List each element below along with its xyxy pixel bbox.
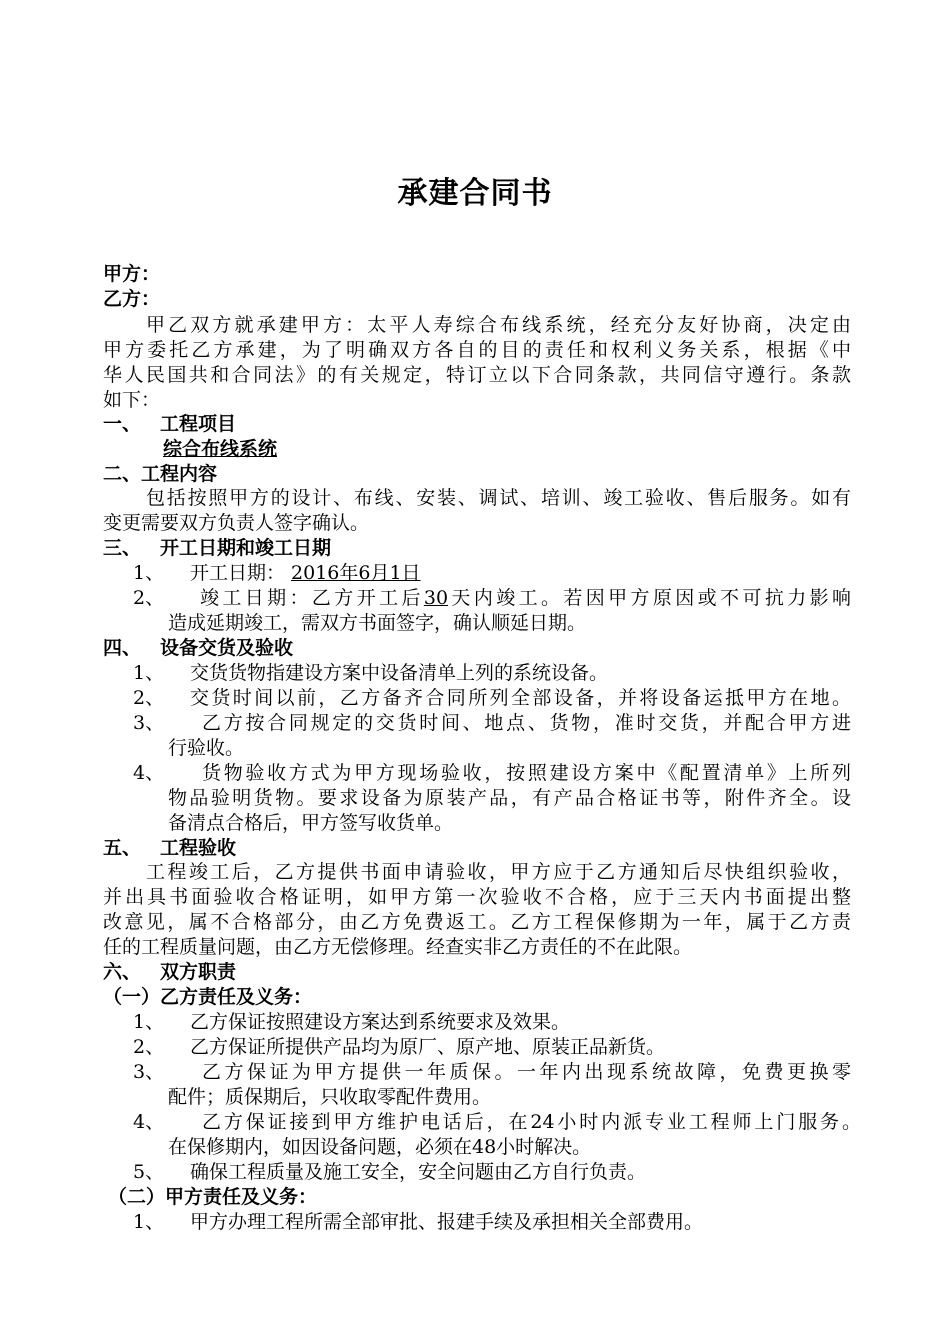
party-a-label: 甲方： [103, 263, 161, 285]
s4-item-1: 交货货物指建设方案中设备清单上列的系统设备。 [190, 662, 609, 684]
start-date-label: 开工日期： [190, 562, 286, 584]
section-1-title: 工程项目 [160, 413, 237, 435]
s4-item-3-line-2: 行验收。 [168, 737, 245, 759]
b-item-5-number: 5、 [133, 1161, 165, 1183]
b-item-1-number: 1、 [133, 1011, 165, 1033]
a-item-1: 甲方办理工程所需全部审批、报建手续及承担相关全部费用。 [190, 1211, 704, 1233]
s4-item-1-number: 1、 [133, 662, 165, 684]
s3-item-1 [190, 561, 421, 586]
intro-line-2: 甲方委托乙方承建，为了明确双方各自的目的责任和权利义务关系，根据《中 [103, 339, 851, 361]
s4-item-4-line-1: 货物验收方式为甲方现场验收，按照建设方案中《配置清单》上所列 [202, 762, 851, 784]
s3-item-1-number: 1、 [133, 562, 165, 584]
party-b-label: 乙方： [103, 288, 161, 310]
section-6-number: 六、 [103, 961, 142, 983]
s4-item-2-number: 2、 [133, 687, 165, 709]
intro-line-4: 如下： [103, 389, 161, 411]
s3-item-2-line-1 [200, 586, 851, 611]
completion-text-a: 竣工日期：乙方开工后 [200, 587, 424, 609]
b-item-1: 乙方保证按照建设方案达到系统要求及效果。 [190, 1011, 571, 1033]
party-a-duties-heading: （二）甲方责任及义务： [108, 1186, 318, 1208]
b-item-5: 确保工程质量及施工安全，安全问题由乙方自行负责。 [190, 1161, 647, 1183]
section-5-line-2: 并出具书面验收合格证明，如甲方第一次验收不合格，应于三天内书面提出整 [103, 886, 851, 908]
section-2-line-2: 变更需要双方负责人签字确认。 [103, 512, 370, 534]
section-3-number: 三、 [103, 537, 142, 559]
s4-item-3-line-1: 乙方按合同规定的交货时间、地点、货物，准时交货，并配合甲方进 [202, 712, 851, 734]
s3-item-2-number: 2、 [133, 587, 165, 609]
section-1-number: 一、 [103, 413, 142, 435]
section-5-line-1: 工程竣工后，乙方提供书面申请验收，甲方应于乙方通知后尽快组织验收， [146, 861, 851, 883]
project-name: 综合布线系统 [163, 438, 278, 460]
intro-line-1: 甲乙双方就承建甲方：太平人寿综合布线系统，经充分友好协商，决定由 [146, 314, 851, 336]
section-6-title: 双方职责 [160, 961, 237, 983]
s3-item-2-line-2: 造成延期竣工，需双方书面签字，确认顺延日期。 [168, 612, 587, 634]
s4-item-2: 交货时间以前，乙方备齐合同所列全部设备，并将设备运抵甲方在地。 [190, 687, 851, 709]
section-3-title: 开工日期和竣工日期 [160, 537, 332, 559]
b-item-4-line-1: 乙方保证接到甲方维护电话后，在24小时内派专业工程师上门服务。 [202, 1111, 861, 1133]
section-2-heading: 二、工程内容 [103, 463, 218, 485]
section-5-title: 工程验收 [160, 837, 237, 859]
section-2-line-1: 包括按照甲方的设计、布线、安装、调试、培训、竣工验收、售后服务。如有 [146, 487, 851, 509]
intro-line-3: 华人民国共和合同法》的有关规定，特订立以下合同条款，共同信守遵行。条款 [103, 364, 851, 386]
completion-days: 30 [423, 587, 449, 609]
b-item-4-number: 4、 [133, 1111, 165, 1133]
section-4-title: 设备交货及验收 [160, 637, 294, 659]
section-5-number: 五、 [103, 837, 142, 859]
s4-item-4-line-2: 物品验明货物。要求设备为原装产品，有产品合格证书等，附件齐全。设 [168, 787, 851, 809]
b-item-3-line-2: 配件；质保期后，只收取零配件费用。 [168, 1086, 492, 1108]
b-item-3-number: 3、 [133, 1061, 165, 1083]
s4-item-4-number: 4、 [133, 762, 165, 784]
section-5-line-4: 任的工程质量问题，由乙方无偿修理。经查实非乙方责任的不在此限。 [103, 936, 693, 958]
start-date-value: 2016年6月1日 [291, 562, 421, 584]
section-4-number: 四、 [103, 637, 142, 659]
document-title: 承建合同书 [397, 176, 553, 211]
section-5-line-3: 改意见，属不合格部分，由乙方免费返工。乙方工程保修期为一年，属于乙方责 [103, 911, 851, 933]
b-item-3-line-1: 乙方保证为甲方提供一年质保。一年内出现系统故障，免费更换零 [202, 1061, 851, 1083]
completion-text-b: 天内竣工。若因甲方原因或不可抗力影响 [448, 587, 851, 609]
b-item-4-line-2: 在保修期内，如因设备问题，必须在48小时解决。 [168, 1136, 592, 1158]
a-item-1-number: 1、 [133, 1211, 165, 1233]
s4-item-4-line-3: 备清点合格后，甲方签写收货单。 [168, 812, 454, 834]
s4-item-3-number: 3、 [133, 712, 165, 734]
b-item-2: 乙方保证所提供产品均为原厂、原产地、原装正品新货。 [190, 1036, 666, 1058]
party-b-duties-heading: （一）乙方责任及义务： [103, 986, 313, 1008]
b-item-2-number: 2、 [133, 1036, 165, 1058]
